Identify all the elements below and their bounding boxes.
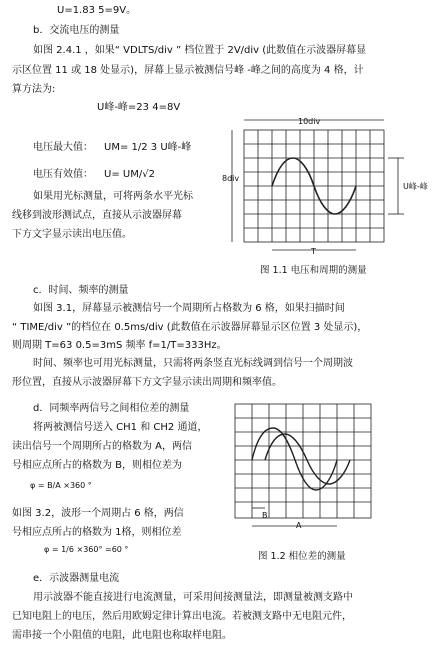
b-cursor-line-3: 下方文字显示读出电压值。 (12, 229, 132, 240)
effective-voltage-label: 电压有效值： (33, 169, 93, 180)
section-d-heading: d．同频率两信号之间相位差的测量 (33, 403, 190, 414)
e-paragraph-line-1: 用示波器不能直接进行电流测量，可采用间接测量法，即测量被测支路中 (33, 592, 353, 603)
figure-1-1-oscilloscope-grid (222, 112, 422, 262)
fig1-top-label: 10div (298, 117, 321, 126)
c-cursor-line-2: 形位置，直接从示波器屏幕下方文字显示读出周期和频率值。 (12, 377, 282, 388)
upp-formula: U峰-峰=23 4=8V (97, 102, 181, 113)
figure-1-1-caption: 图 1.1 电压和周期的测量 (260, 265, 367, 276)
section-e-heading: e．示波器测量电流 (33, 573, 120, 584)
peak-voltage-formula: UM= 1/2 3 U峰-峰 (104, 142, 192, 153)
d-example-line-1: 如图 3.2，波形一个周期占 6 格，两信 (12, 508, 184, 519)
fig1-left-label: 8div (222, 174, 240, 183)
d-example-line-2: 号相应点所占的格数为 1格，则相位差 (12, 527, 182, 538)
peak-voltage-label: 电压最大值： (33, 142, 93, 153)
fig2-label-b: B (262, 511, 268, 520)
fig1-right-label: U峰-峰 (403, 182, 428, 191)
d-paragraph-line-2: 读出信号一个周期所占的格数为 A，两信 (12, 441, 193, 452)
b-cursor-line-1: 如果用光标测量，可将两条水平光标 (33, 191, 193, 202)
b-paragraph-line-1: 如图 2.4.1 ，如果“ VDLTS/div ” 档位置于 2V/div (此数值在示波器屏幕显 (33, 45, 367, 56)
d-paragraph-line-3: 号相应点所占的格数为 B，则相位差为 (12, 460, 183, 471)
fig2-label-a: A (296, 521, 302, 530)
phase-formula-2: φ = 1/6 ×360° =60 ° (44, 545, 129, 554)
b-paragraph-line-3: 算方法为: (12, 84, 56, 95)
section-b-heading: b．交流电压的测量 (33, 25, 120, 36)
top-formula: U=1.83 5=9V。 (57, 5, 137, 16)
d-paragraph-line-1: 将两被测信号送入 CH1 和 CH2 通道， (33, 422, 208, 433)
b-cursor-line-2: 线移到波形测试点，直接从示波器屏幕 (12, 210, 182, 221)
c-cursor-line-1: 时间、频率也可用光标测量，只需将两条竖直光标线调到信号一个周期波 (33, 358, 353, 369)
fig1-bottom-label: T (311, 247, 316, 256)
phase-formula-1: φ = B/A ×360 ° (30, 481, 92, 490)
figure-1-2-phase-grid (225, 398, 385, 538)
section-c-heading: c．时间、频率的测量 (33, 285, 129, 296)
c-paragraph-line-2: “ TIME/div ”的档位在 0.5ms/div (此数值在示波器屏幕显示区位置 3 处显示)， (12, 322, 368, 333)
c-paragraph-line-3: 则周期 T=63 0.5=3mS 频率 f=1/T=333Hz。 (12, 340, 227, 351)
e-paragraph-line-2: 已知电阻上的电压，然后用欧姆定律计算出电流。若被测支路中无电阻元件， (12, 611, 352, 622)
e-paragraph-line-3: 需串接一个小阻值的电阻，此电阻也称取样电阻。 (12, 630, 232, 641)
c-paragraph-line-1: 如图 3.1，屏幕显示被测信号一个周期所占格数为 6 格，如果扫描时间 (33, 303, 345, 314)
b-paragraph-line-2: 示区位置 11 或 18 处显示)，屏幕上显示被测信号峰 -峰之间的高度为 4 格，计 (12, 65, 364, 76)
effective-voltage-formula: U= UM/√2 (104, 169, 155, 180)
figure-1-2-caption: 图 1.2 相位差的测量 (258, 551, 346, 562)
